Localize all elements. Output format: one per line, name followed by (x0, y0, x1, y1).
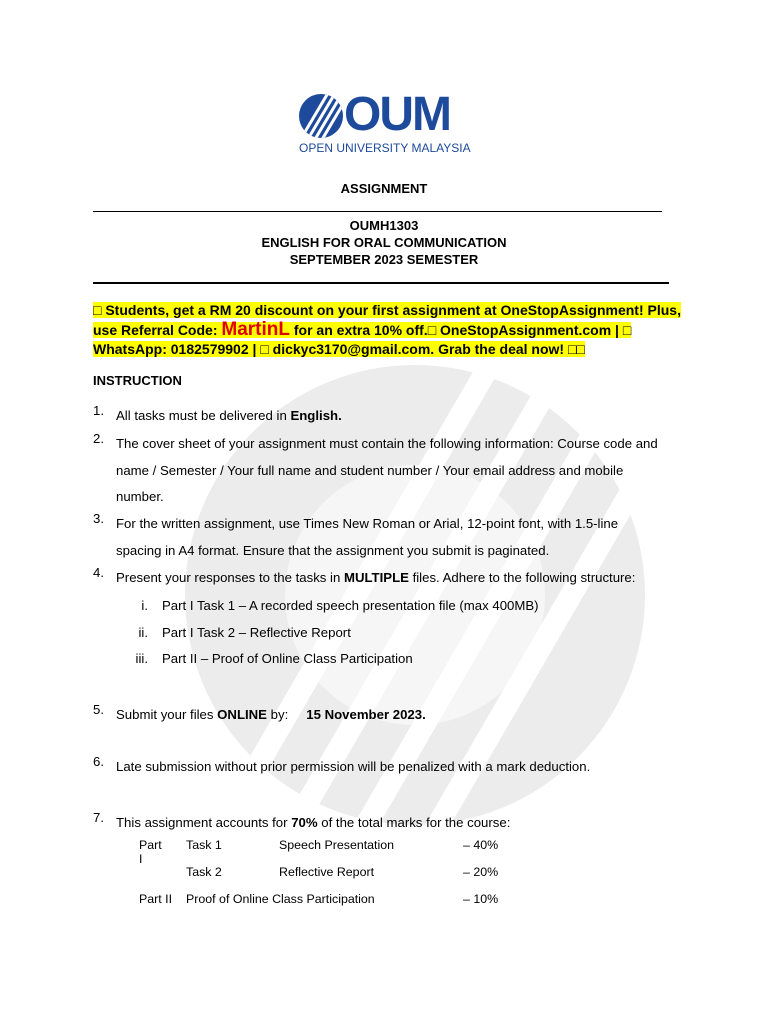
semester: SEPTEMBER 2023 SEMESTER (289, 252, 479, 267)
promo-banner (93, 301, 693, 359)
course-code: OUMH1303 (349, 218, 419, 233)
logo-wordmark: OUM (344, 88, 450, 141)
oum-logo-icon (298, 93, 344, 139)
course-name: ENGLISH FOR ORAL COMMUNICATION (261, 235, 507, 250)
instruction-heading: INSTRUCTION (93, 373, 182, 388)
oum-logo (298, 88, 471, 157)
header-divider-thick (93, 282, 669, 284)
promo-text-1: □ Students, get a RM 20 discount on your first assignment at OneStopAssignment! Plus, use Referral Code: (93, 302, 681, 338)
header-divider-thin (93, 211, 662, 212)
logo-subtitle: OPEN UNIVERSITY MALAYSIA (299, 141, 471, 155)
referral-code: MartinL (221, 319, 290, 340)
deadline: 15 November 2023. (306, 707, 426, 722)
promo-text-2: for an extra 10% off.□ OneStopAssignment.com | □ WhatsApp: 0182579902 | □ dickyc3170@gmail.com. Grab the deal now! □□ (93, 322, 632, 357)
assignment-label: ASSIGNMENT (340, 181, 428, 196)
